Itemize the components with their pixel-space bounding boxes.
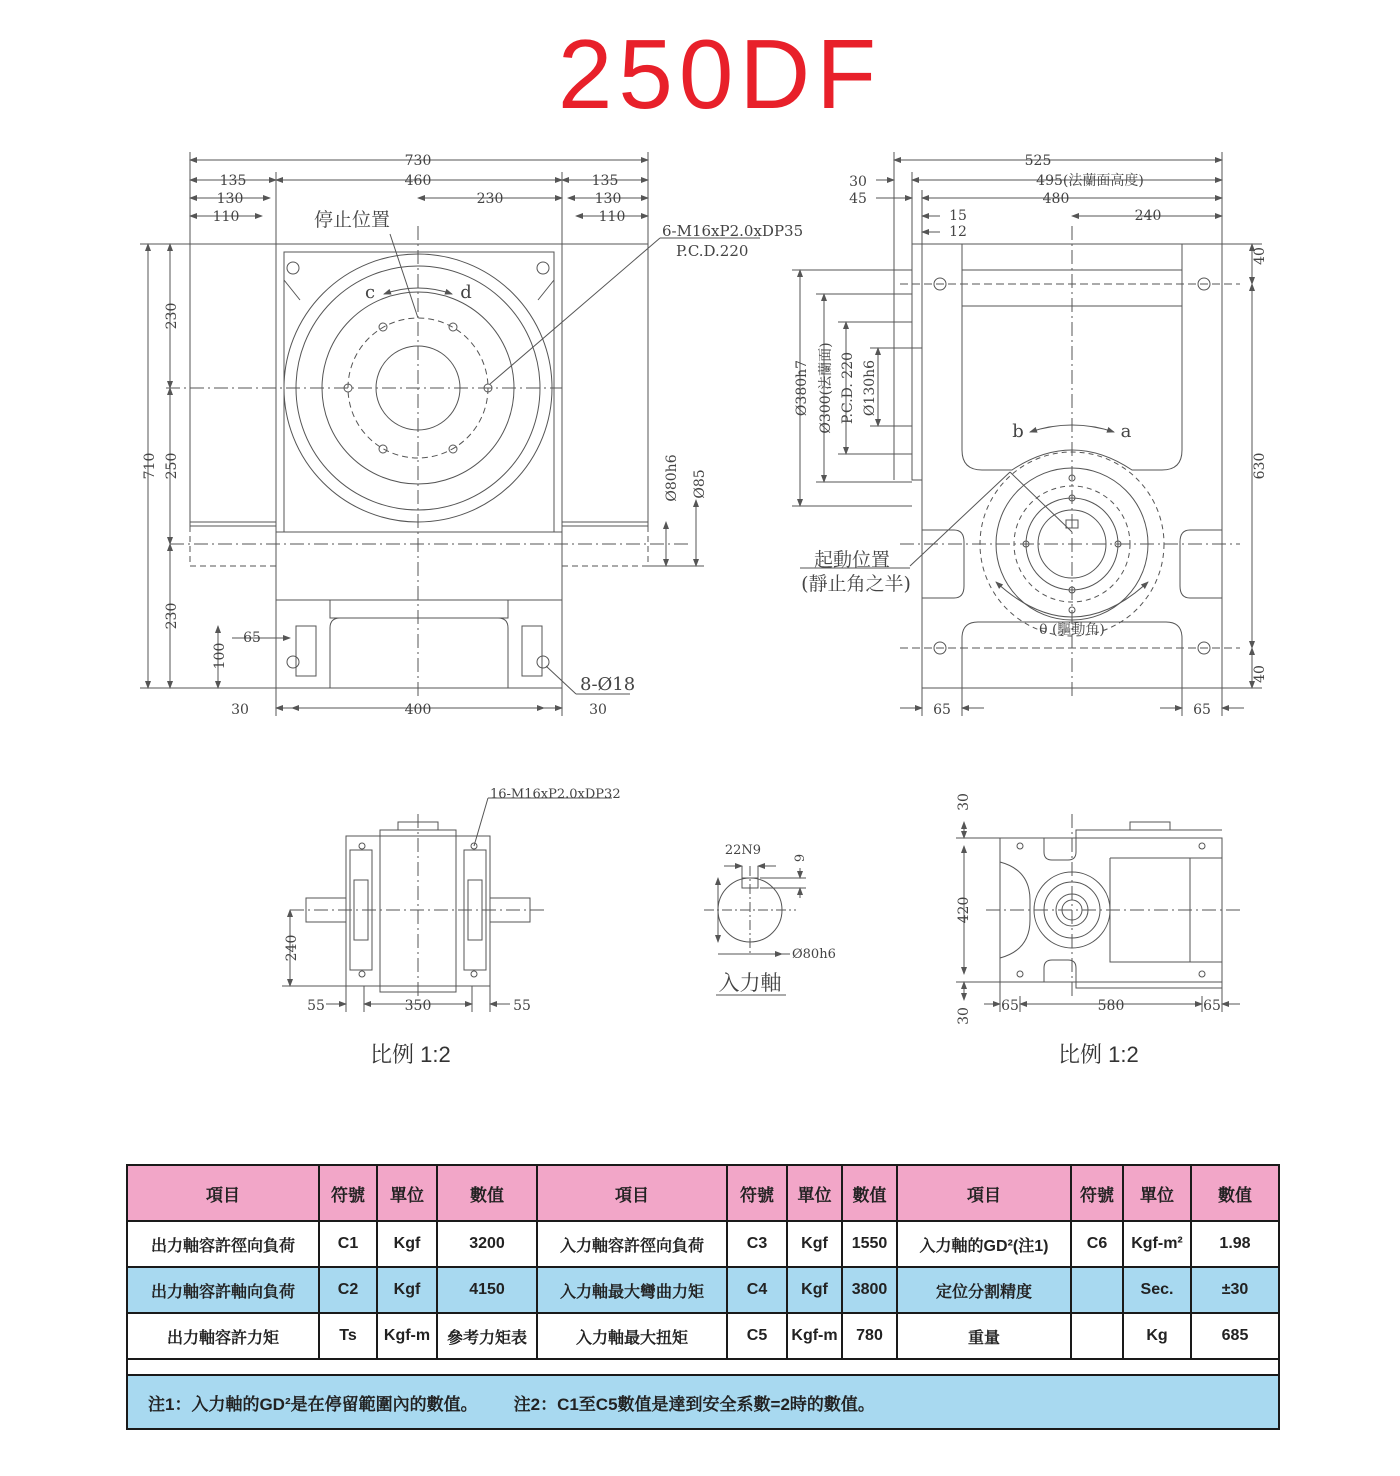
table-cell: 1.98 bbox=[1191, 1221, 1279, 1267]
table-cell: 3200 bbox=[437, 1221, 537, 1267]
table-row bbox=[127, 1313, 1279, 1359]
dim-side-240: 240 bbox=[1134, 208, 1162, 224]
dim-bottom-580: 580 bbox=[1097, 998, 1125, 1014]
dim-top-240: 240 bbox=[284, 934, 300, 962]
header-cell: 數值 bbox=[1191, 1165, 1279, 1221]
table-note-row bbox=[127, 1375, 1279, 1429]
dim-bottom-420: 420 bbox=[956, 896, 972, 924]
table-cell: 4150 bbox=[437, 1267, 537, 1313]
table-cell: 定位分割精度 bbox=[897, 1267, 1071, 1313]
bottom-view bbox=[956, 814, 1240, 1012]
dim-bottom-65-left: 65 bbox=[1001, 998, 1019, 1014]
front-pcd-note: P.C.D.220 bbox=[676, 242, 749, 260]
dir-d: d bbox=[460, 282, 472, 303]
dim-bottom-30-bottom: 30 bbox=[956, 1007, 972, 1025]
table-cell: Kgf bbox=[377, 1221, 437, 1267]
table-cell: Sec. bbox=[1123, 1267, 1191, 1313]
header-cell: 項目 bbox=[127, 1165, 319, 1221]
table-cell: 重量 bbox=[897, 1313, 1071, 1359]
dim-front-100: 100 bbox=[212, 642, 228, 670]
table-cell: Kgf-m² bbox=[1123, 1221, 1191, 1267]
dim-side-40-bottom: 40 bbox=[1252, 665, 1268, 683]
table-cell: 入力軸的GD²(注1) bbox=[897, 1221, 1071, 1267]
dim-side-15: 15 bbox=[949, 208, 967, 224]
dim-side-pcd: P.C.D. 220 bbox=[840, 351, 856, 425]
dim-side-65-right: 65 bbox=[1193, 702, 1211, 718]
notes-cell bbox=[127, 1375, 1279, 1429]
stop-position-label: 停止位置 bbox=[313, 209, 391, 231]
table-cell: Kgf-m bbox=[377, 1313, 437, 1359]
table-cell: C1 bbox=[319, 1221, 377, 1267]
table-cell: Kgf bbox=[377, 1267, 437, 1313]
shaft-diameter: Ø80h6 bbox=[792, 947, 836, 962]
table-cell: 780 bbox=[842, 1313, 897, 1359]
header-cell: 數值 bbox=[842, 1165, 897, 1221]
dim-side-12: 12 bbox=[949, 224, 967, 240]
dim-front-230: 230 bbox=[476, 191, 504, 207]
dim-top-55-left: 55 bbox=[307, 998, 325, 1014]
table-spacer-row bbox=[127, 1359, 1279, 1375]
dim-side-525: 525 bbox=[1024, 153, 1052, 169]
spec-table bbox=[126, 1164, 1280, 1430]
dim-side-480: 480 bbox=[1042, 191, 1070, 207]
dim-front-110-left: 110 bbox=[212, 209, 240, 225]
dim-side-65-left: 65 bbox=[933, 702, 951, 718]
table-row bbox=[127, 1267, 1279, 1313]
table-cell: Kgf bbox=[787, 1267, 842, 1313]
dim-side-30: 30 bbox=[849, 174, 867, 190]
header-cell: 單位 bbox=[1123, 1165, 1191, 1221]
side-view bbox=[792, 152, 1262, 716]
dim-front-d80: Ø80h6 bbox=[664, 454, 680, 502]
dir-a: a bbox=[1120, 421, 1132, 442]
table-cell: Ts bbox=[319, 1313, 377, 1359]
table-cell: 入力軸最大彎曲力矩 bbox=[537, 1267, 727, 1313]
dim-side-d300: Ø300(法蘭面) bbox=[818, 342, 834, 434]
table-cell: 出力軸容許力矩 bbox=[127, 1313, 319, 1359]
top-view bbox=[282, 798, 612, 1012]
header-cell: 項目 bbox=[897, 1165, 1071, 1221]
dim-front-400: 400 bbox=[404, 702, 432, 718]
dim-side-d130: Ø130h6 bbox=[862, 359, 878, 417]
table-row bbox=[127, 1221, 1279, 1267]
table-cell: 出力軸容許徑向負荷 bbox=[127, 1221, 319, 1267]
table-cell: 入力軸最大扭矩 bbox=[537, 1313, 727, 1359]
dim-bottom-65-right: 65 bbox=[1203, 998, 1221, 1014]
table-header-row bbox=[127, 1165, 1279, 1221]
start-position-label: 起動位置 bbox=[813, 549, 891, 571]
dim-front-135-left: 135 bbox=[219, 173, 247, 189]
table-cell bbox=[1071, 1267, 1123, 1313]
table-cell bbox=[1071, 1313, 1123, 1359]
table-cell: 3800 bbox=[842, 1267, 897, 1313]
table-cell: Kg bbox=[1123, 1313, 1191, 1359]
table-cell: 參考力矩表 bbox=[437, 1313, 537, 1359]
shaft-key: 22N9 bbox=[724, 843, 762, 858]
table-cell: 入力軸容許徑向負荷 bbox=[537, 1221, 727, 1267]
front-holes-note: 8-Ø18 bbox=[580, 674, 636, 695]
dim-side-495: 495(法蘭面高度) bbox=[1036, 173, 1144, 189]
table-cell: Kgf-m bbox=[787, 1313, 842, 1359]
dim-side-45: 45 bbox=[849, 191, 867, 207]
header-cell: 數值 bbox=[437, 1165, 537, 1221]
dim-front-130-left: 130 bbox=[216, 191, 244, 207]
note-2: 注2：C1至C5數值是達到安全系數=2時的數值。 bbox=[513, 1394, 875, 1414]
table-cell: C3 bbox=[727, 1221, 787, 1267]
note-1: 注1：入力軸的GD²是在停留範圍內的數值。 bbox=[148, 1394, 478, 1414]
table-cell: 1550 bbox=[842, 1221, 897, 1267]
dim-front-710: 710 bbox=[142, 452, 158, 480]
scale-label-right: 比例 1:2 bbox=[1058, 1042, 1139, 1067]
table-cell: C5 bbox=[727, 1313, 787, 1359]
input-shaft-label: 入力軸 bbox=[718, 971, 782, 995]
dim-top-350: 350 bbox=[404, 998, 432, 1014]
dim-front-230-top: 230 bbox=[164, 302, 180, 330]
page-title: 250DF bbox=[557, 19, 883, 129]
dim-side-630: 630 bbox=[1252, 452, 1268, 480]
dim-front-30-right: 30 bbox=[589, 702, 607, 718]
dim-front-230-bottom: 230 bbox=[164, 602, 180, 630]
header-cell: 項目 bbox=[537, 1165, 727, 1221]
table-cell: 685 bbox=[1191, 1313, 1279, 1359]
table-cell: C2 bbox=[319, 1267, 377, 1313]
dim-bottom-30-top: 30 bbox=[956, 793, 972, 811]
table-cell: C4 bbox=[727, 1267, 787, 1313]
dim-side-40-top: 40 bbox=[1252, 247, 1268, 265]
table-cell: 出力軸容許軸向負荷 bbox=[127, 1267, 319, 1313]
table-cell: Kgf bbox=[787, 1221, 842, 1267]
dim-front-250: 250 bbox=[164, 452, 180, 480]
dir-c: c bbox=[364, 282, 376, 303]
dim-front-460: 460 bbox=[404, 173, 432, 189]
dir-b: b bbox=[1012, 421, 1024, 442]
header-cell: 符號 bbox=[319, 1165, 377, 1221]
header-cell: 符號 bbox=[1071, 1165, 1123, 1221]
dim-front-65: 65 bbox=[243, 630, 261, 646]
dim-front-130-right: 130 bbox=[594, 191, 622, 207]
start-position-note: (靜止角之半) bbox=[801, 573, 911, 595]
header-cell: 單位 bbox=[377, 1165, 437, 1221]
dim-front-total: 730 bbox=[404, 153, 432, 169]
front-thread-note: 6-M16xP2.0xDP35 bbox=[662, 222, 804, 240]
shaft-depth: 9 bbox=[793, 853, 808, 863]
dim-front-110-right: 110 bbox=[598, 209, 626, 225]
top-thread-note: 16-M16xP2.0xDP32 bbox=[490, 787, 621, 802]
drive-angle-label: θ (驅動角) bbox=[1039, 622, 1105, 638]
dim-front-d85: Ø85 bbox=[692, 469, 708, 499]
header-cell: 符號 bbox=[727, 1165, 787, 1221]
table-cell: ±30 bbox=[1191, 1267, 1279, 1313]
scale-label-left: 比例 1:2 bbox=[370, 1042, 451, 1067]
table-cell: C6 bbox=[1071, 1221, 1123, 1267]
header-cell: 單位 bbox=[787, 1165, 842, 1221]
dim-side-d380: Ø380h7 bbox=[794, 359, 810, 417]
dim-front-30-left: 30 bbox=[231, 702, 249, 718]
dim-top-55-right: 55 bbox=[513, 998, 531, 1014]
dim-front-135-right: 135 bbox=[591, 173, 619, 189]
